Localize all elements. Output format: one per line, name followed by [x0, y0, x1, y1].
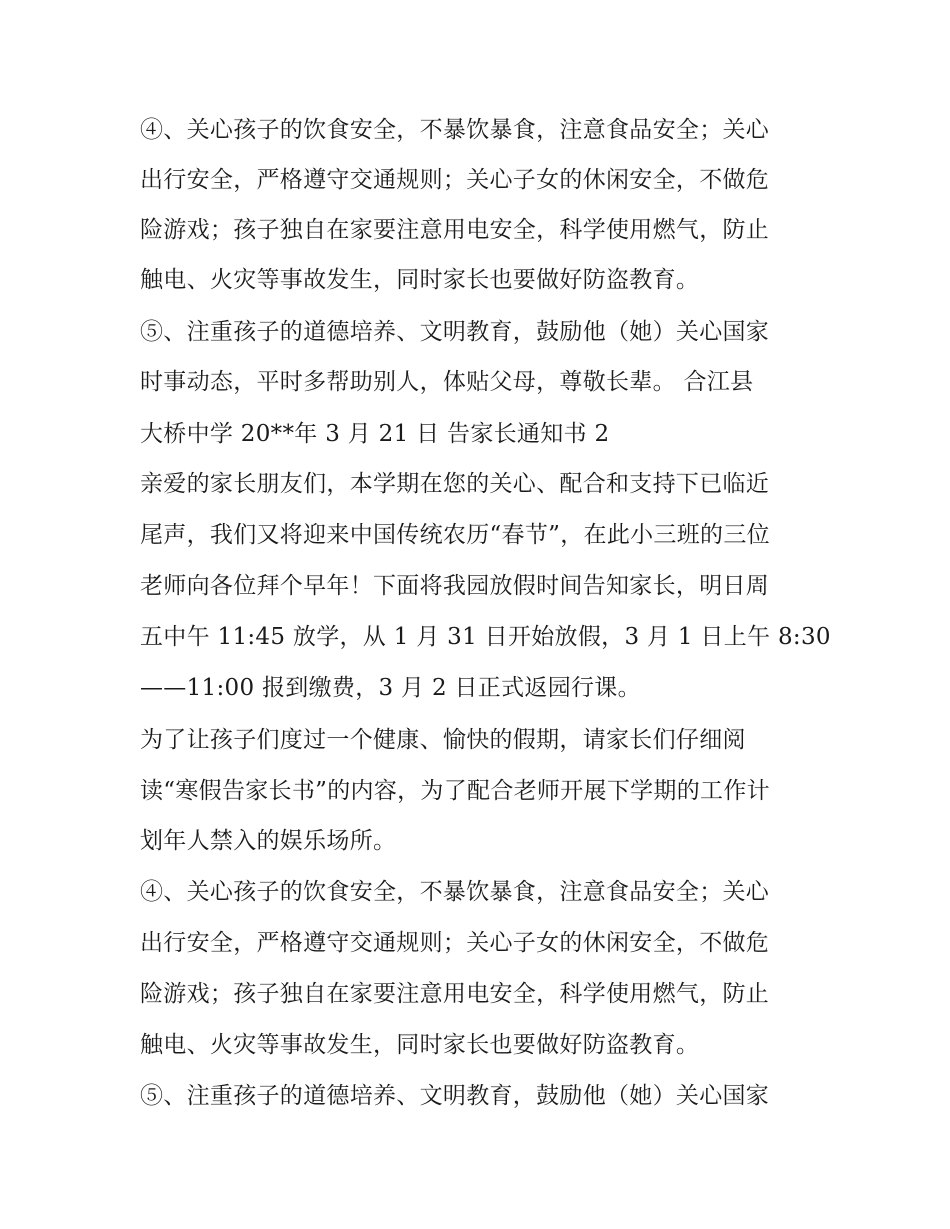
text-line: 大桥中学 20**年 3 月 21 日 告家长通知书 2 [140, 421, 610, 447]
text-line: 划年人禁入的娱乐场所。 [140, 828, 397, 854]
text-line: ④、关心孩子的饮食安全，不暴饮暴食，注意食品安全；关心 [140, 117, 770, 143]
text-line: 时事动态，平时多帮助别人，体贴父母，尊敬长辈。 合江县 [140, 369, 754, 395]
text-line: 险游戏；孩子独自在家要注意用电安全，科学使用燃气，防止 [140, 217, 770, 243]
text-line: 触电、火灾等事故发生，同时家长也要做好防盗教育。 [140, 267, 700, 293]
text-line: 尾声，我们又将迎来中国传统农历“春节”，在此小三班的三位 [140, 522, 770, 548]
text-line: 老师向各位拜个早年！下面将我园放假时间告知家长，明日周 [140, 573, 770, 599]
text-line: ⑤、注重孩子的道德培养、文明教育，鼓励他（她）关心国家 [140, 319, 770, 345]
text-line: 读“寒假告家长书”的内容，为了配合老师开展下学期的工作计 [140, 778, 770, 804]
text-line: 险游戏；孩子独自在家要注意用电安全，科学使用燃气，防止 [140, 981, 770, 1007]
text-line: ⑤、注重孩子的道德培养、文明教育，鼓励他（她）关心国家 [140, 1083, 770, 1109]
text-line: 触电、火灾等事故发生，同时家长也要做好防盗教育。 [140, 1032, 700, 1058]
text-line: 出行安全，严格遵守交通规则；关心子女的休闲安全，不做危 [140, 167, 770, 193]
text-line: ——11:00 报到缴费，3 月 2 日正式返园行课。 [140, 675, 641, 701]
text-line: 为了让孩子们度过一个健康、愉快的假期，请家长们仔细阅 [140, 727, 746, 753]
text-line: 亲爱的家长朋友们，本学期在您的关心、配合和支持下已临近 [140, 471, 770, 497]
text-line: ④、关心孩子的饮食安全，不暴饮暴食，注意食品安全；关心 [140, 879, 770, 905]
text-line: 出行安全，严格遵守交通规则；关心子女的休闲安全，不做危 [140, 930, 770, 956]
text-line: 五中午 11:45 放学，从 1 月 31 日开始放假，3 月 1 日上午 8:30 [140, 624, 831, 650]
